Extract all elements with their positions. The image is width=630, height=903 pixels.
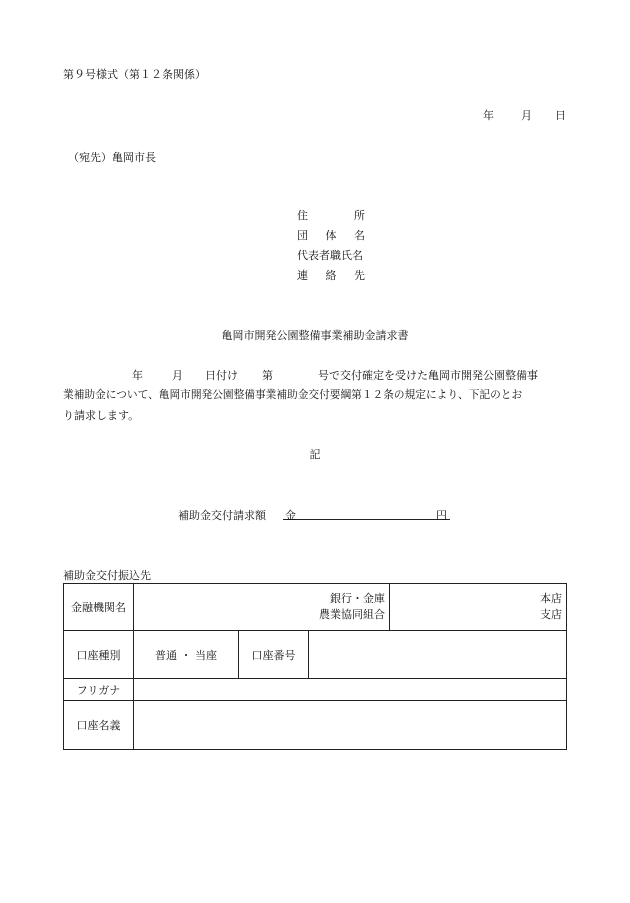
furigana-row <box>64 679 567 701</box>
furigana-field <box>134 679 567 701</box>
form-number: 第９号様式（第１２条関係） <box>63 68 206 81</box>
group-name-label: 団 体 名 <box>297 229 365 242</box>
institution-row <box>64 584 567 631</box>
account-type-value: 普通 ・ 当座 <box>134 631 239 679</box>
contact-label: 連 絡 先 <box>297 269 365 282</box>
document-title: 亀岡市開発公園整備事業補助金請求書 <box>221 329 409 342</box>
bank-table <box>63 583 567 750</box>
bank-section-title: 補助金交付振込先 <box>63 569 151 582</box>
institution-name-cell: 銀行・金庫 農業協同組合 <box>134 584 390 631</box>
account-type-row <box>64 631 567 679</box>
address-label: 住 所 <box>297 209 365 222</box>
account-type-label: 口座種別 <box>64 631 134 679</box>
amount-label: 補助金交付請求額 <box>178 509 266 522</box>
account-number-label: 口座番号 <box>239 631 309 679</box>
date-year: 年 <box>483 109 494 122</box>
furigana-label: フリガナ <box>64 679 134 701</box>
ki-mark: 記 <box>309 448 321 461</box>
branch-name-cell: 本店 支店 <box>390 584 567 631</box>
date-day: 日 <box>555 109 566 122</box>
account-name-row <box>64 701 567 750</box>
account-name-label: 口座名義 <box>64 701 134 750</box>
representative-label: 代表者職氏名 <box>297 249 363 262</box>
account-number-field <box>309 631 567 679</box>
institution-label: 金融機関名 <box>64 584 134 631</box>
addressee: （宛先）亀岡市長 <box>68 151 156 164</box>
date-month: 月 <box>521 109 532 122</box>
account-name-field <box>134 701 567 750</box>
amount-field: 金 円 <box>283 505 450 520</box>
